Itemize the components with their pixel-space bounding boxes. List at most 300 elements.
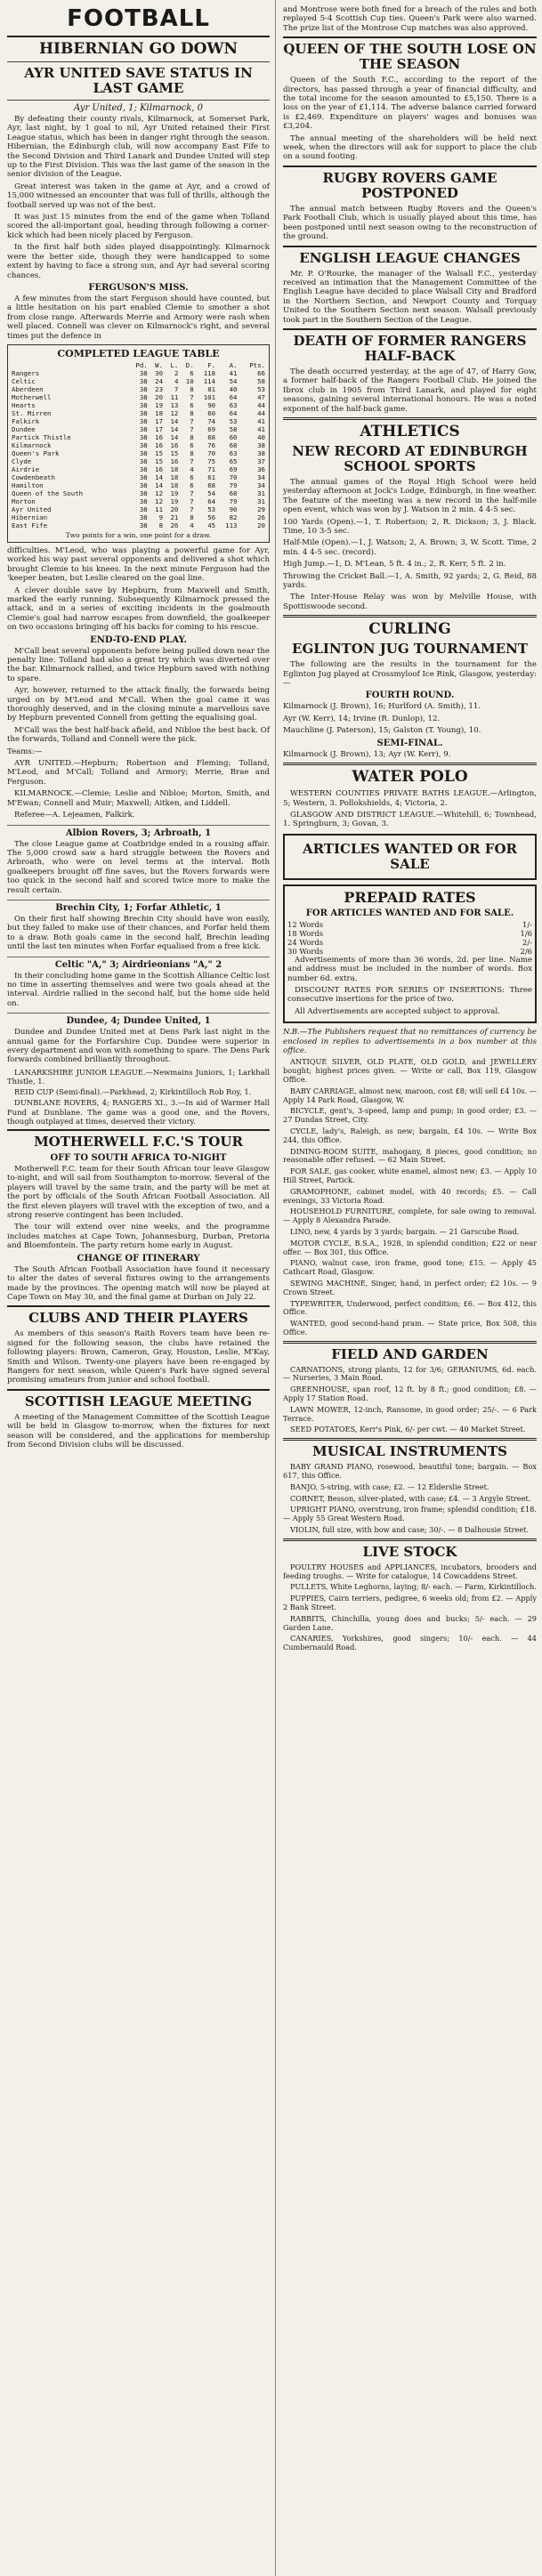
rate-price: 1/- [522, 919, 532, 929]
paragraph: and Montrose were both fined for a breach of the rules and both replayed 5-4 Scottish Cup ties. Queen's Park were also warned. The prize list of the Montrose Cup matches was also approved. [283, 5, 537, 33]
team-name-cell: Airdrie [12, 464, 40, 473]
stat-cell: 53 [207, 505, 216, 513]
table-column-header: Pts. [249, 360, 265, 369]
stat-cell: 7 [190, 424, 194, 433]
table-row [11, 497, 266, 505]
divider [7, 1129, 270, 1131]
stat-cell: 7 [190, 392, 194, 401]
team-name-cell: Falkirk [12, 416, 40, 425]
stat-cell: 44 [257, 408, 265, 417]
stat-cell: 23 [155, 384, 164, 393]
divider [7, 36, 270, 37]
stat-cell: 7 [190, 456, 194, 465]
stat-cell: 6 [190, 400, 194, 409]
stat-cell: 101 [203, 392, 216, 401]
stat-cell: 16 [155, 432, 164, 441]
headline-rugby-rovers: RUGBY ROVERS GAME POSTPONED [322, 169, 498, 201]
table-row [11, 465, 266, 473]
paragraph: The Inter-House Relay was won by Melville House, with Spottiswoode second. [283, 593, 537, 611]
stat-cell: 41 [257, 416, 265, 425]
stat-cell: 14 [155, 480, 164, 489]
stat-cell: 4 [190, 464, 194, 473]
rate-price: 1/6 [520, 928, 532, 938]
classified-ad: UPRIGHT PIANO, overstrung, iron frame; splendid condition; £18. — Apply 55 Great Western Road. [283, 1505, 537, 1523]
stat-cell: 45 [207, 521, 216, 529]
stat-cell: 40 [229, 384, 238, 393]
stat-cell: 8 [190, 432, 194, 441]
stat-cell: 36 [257, 464, 265, 473]
stat-cell: 26 [257, 513, 265, 521]
stat-cell: 38 [139, 440, 148, 449]
stat-cell: 7 [174, 384, 179, 393]
stat-cell: 38 [139, 384, 148, 393]
paragraph: Queen of the South F.C., according to the report of the directors, has passed through a year of financial difficulty, and the total income for the season amounted to £5,150. There is a loss on the year of £1,114. The adverse balance carried forward is £2,469. Expenditure on players' wages and bonuses was £3,204. [283, 76, 537, 132]
stat-cell: 15 [170, 448, 179, 457]
stat-cell: 63 [229, 448, 238, 457]
team-line: KILMARNOCK.—Clemie; Leslie and Nibloe; Morton, Smith, and M'Ewan; Connell and Muir; Maxwell; Aitken, and Liddell. [7, 789, 270, 808]
league-table-box [7, 344, 270, 543]
result-line: High Jump.—1, D. M'Lean, 5 ft. 4 in.; 2, R. Kerr, 5 ft. 2 in. [283, 560, 506, 569]
round-heading: FOURTH ROUND. [365, 690, 455, 701]
classified-ad: GREENHOUSE, span roof, 12 ft. by 8 ft.; good condition; £8. — Apply 17 Station Road. [283, 1385, 537, 1403]
stat-cell: 64 [229, 408, 238, 417]
teams-label: Teams:— [7, 747, 43, 756]
stat-cell: 16 [170, 440, 179, 449]
table-row [11, 449, 266, 457]
table-row [11, 385, 266, 393]
stat-cell: 24 [155, 376, 164, 385]
game-report: On their first half showing Brechin City should have won easily, but they failed to make use of their chances, and Forfar held them to a draw. Both goals came in the second half, Brechin leading until the last ten minutes when Forfar equalised from a free kick. [7, 914, 270, 952]
rate-price: 2/6 [520, 946, 532, 956]
classified-ad: CANARIES, Yorkshires, good singers; 10/- each. — 44 Cumbernauld Road. [283, 1634, 537, 1652]
stat-cell: 54 [229, 376, 238, 385]
classified-ads [283, 1058, 537, 1336]
divider [283, 615, 537, 618]
team-line: AYR UNITED.—Hepburn; Robertson and Fleming; Tolland, M'Leod, and M'Call; Tolland and Armory; Merrie, Brae and Ferguson. [7, 759, 270, 787]
stat-cell: 18 [170, 480, 179, 489]
section-title-athletics: ATHLETICS [360, 422, 460, 440]
nb-note: N.B.—The Publishers request that no remittances of currency be enclosed in replies to advertisements in a box number at this office. [283, 1028, 537, 1055]
stat-cell: 58 [229, 424, 238, 433]
stat-cell: 60 [229, 432, 238, 441]
stat-cell: 17 [155, 416, 164, 425]
classified-ad: SEWING MACHINE, Singer, hand, in perfect order; £2 10s. — 9 Crown Street. [283, 1278, 537, 1296]
headline-league-meeting: SCOTTISH LEAGUE MEETING [24, 1393, 253, 1409]
paragraph: It was just 15 minutes from the end of the game when Tolland scored the all-important goal, heading through following a corner-kick which had been nicely placed by Ferguson. [7, 213, 270, 240]
stat-cell: 44 [257, 400, 265, 409]
stat-cell: 34 [257, 472, 265, 481]
table-column-header: F. [207, 360, 216, 369]
stat-cell: 12 [155, 489, 164, 497]
live-stock-ads [283, 1563, 537, 1652]
stat-cell: 68 [229, 440, 238, 449]
paragraph: The following are the results in the tournament for the Eglinton Jug played at Crossmyloof Ice Rink, Glasgow, yesterday:— [283, 660, 537, 689]
paragraph: The South African Football Association have found it necessary to alter the dates of several fixtures owing to the arrangements made by the provinces. The opening match will now be played at Cape Town on May 30, and the final game at Durban on July 22. [7, 1264, 270, 1302]
team-name-cell: Rangers [12, 368, 40, 377]
classified-ad: POULTRY HOUSES and APPLIANCES, incubators, brooders and feeding troughs. — Write for catalogue, 14 Cowcaddens Street. [283, 1562, 537, 1580]
stat-cell: 58 [257, 376, 265, 385]
table-column-header: Pd. [135, 360, 148, 369]
stat-cell: 4 [174, 376, 179, 385]
table-column-header: W. [155, 360, 164, 369]
field-garden-ads [283, 1366, 537, 1435]
result-line: REID CUP (Semi-final).—Parkhead, 2; Kirkintilloch Rob Roy, 1. [14, 1087, 252, 1097]
stat-cell: 17 [155, 424, 164, 433]
classified-ad: WANTED, good second-hand pram. — State price, Box 508, this Office. [283, 1319, 537, 1336]
stat-cell: 38 [139, 408, 148, 417]
stat-cell: 19 [155, 400, 164, 409]
classified-ad: CORNET, Besson, silver-plated, with case; £4. — 3 Argyle Street. [290, 1493, 531, 1503]
divider [283, 246, 537, 247]
table-row [11, 409, 266, 417]
paragraph: difficulties. M'Leod, who was playing a powerful game for Ayr, worked his way past several opponents and delivered a shot which brought Clemie to his knees. In the next minute Ferguson had the 'keeper beaten, but Leslie cleared on the goal line. [7, 545, 270, 584]
table-row [11, 489, 266, 497]
stat-cell: 47 [257, 392, 265, 401]
stat-cell: 26 [170, 521, 179, 529]
headline-articles-wanted: ARTICLES WANTED OR FOR SALE [303, 840, 517, 872]
rate-line [287, 947, 532, 956]
classified-ad: GRAMOPHONE, cabinet model, with 40 records; £5. — Call evenings, 33 Victoria Road. [283, 1186, 537, 1205]
paragraph: Great interest was taken in the game at Ayr, and a crowd of 15,000 witnessed an encounter that was full of thrills, although the football served up was not of the best. [7, 182, 270, 210]
stat-cell: 38 [139, 376, 148, 385]
result-line: DUNBLANE ROVERS, 4; RANGERS XI., 3.—In aid of Warmer Hall Fund at Dunblane. The game was a good one, and the Rovers, though outplayed at times, deserved their victory. [7, 1098, 270, 1126]
stat-cell: 31 [257, 489, 265, 497]
classified-ad: BANJO, 5-string, with case; £2. — 12 Elderslie Street. [290, 1482, 489, 1491]
stat-cell: 63 [229, 400, 238, 409]
result-line: Kilmarnock (J. Brown), 13; Ayr (W. Kerr), 9. [283, 749, 451, 759]
team-name-cell: East Fife [12, 521, 48, 529]
stat-cell: 54 [207, 489, 216, 497]
stat-cell: 38 [139, 513, 148, 521]
stat-cell: 64 [229, 392, 238, 401]
team-name-cell: St. Mirren [12, 408, 52, 417]
classified-ad: CYCLE, lady's, Raleigh, as new; bargain, £4 10s. — Write Box 244, this Office. [283, 1126, 537, 1144]
stat-cell: 21 [170, 513, 179, 521]
stat-cell: 70 [229, 472, 238, 481]
team-name-cell: Hamilton [12, 480, 44, 489]
table-row [11, 521, 266, 529]
stat-cell: 38 [139, 497, 148, 505]
divider [283, 36, 537, 38]
divider [7, 100, 270, 101]
stat-cell: 8 [190, 408, 194, 417]
table-row [11, 513, 266, 521]
divider [7, 1305, 270, 1307]
stat-cell: 13 [170, 400, 179, 409]
classified-ad: ANTIQUE SILVER, OLD PLATE, OLD GOLD, and JEWELLERY bought; highest prices given. — Write or call, Box 119, Glasgow Office. [283, 1057, 537, 1084]
round-heading: SEMI-FINAL. [376, 738, 443, 748]
stat-cell: 75 [207, 456, 216, 465]
team-name-cell: Queen's Park [12, 448, 60, 457]
rate-words: 12 Words [287, 919, 324, 929]
stat-cell: 68 [207, 432, 216, 441]
team-name-cell: Dundee [12, 424, 36, 433]
paragraph: The annual games of the Royal High School were held yesterday afternoon at Jock's Lodge, Edinburgh, in fine weather. The feature of the meeting was a new record in the half-mile open event, which was won by J. Watson in 2 min. 4 4-5 sec. [283, 477, 537, 515]
stat-cell: 38 [139, 448, 148, 457]
prepaid-rates-subtitle: FOR ARTICLES WANTED AND FOR SALE. [305, 908, 514, 918]
classified-ad: MOTOR CYCLE, B.S.A., 1928, in splendid condition; £22 or near offer. — Box 301, this Office. [283, 1238, 537, 1256]
stat-cell: 18 [155, 408, 164, 417]
stat-cell: 118 [203, 368, 216, 377]
rate-note: DISCOUNT RATES FOR SERIES OF INSERTIONS: Three consecutive insertions for the price of two. [287, 985, 532, 1005]
stat-cell: 6 [190, 440, 194, 449]
league-table [11, 361, 266, 529]
table-header-row [11, 361, 266, 369]
right-column [276, 0, 542, 2576]
stat-cell: 69 [207, 424, 216, 433]
stat-cell: 38 [139, 464, 148, 473]
stat-cell: 38 [139, 424, 148, 433]
paragraph: A few minutes from the start Ferguson should have counted, but a little hesitation on his part enabled Clemie to smother a shot from close range. Afterwards Merrie and Armory were rash when well placed. Connell was clever on Kilmarnock's right, and several times put the defence in [7, 294, 270, 341]
stat-cell: 16 [155, 464, 164, 473]
divider [283, 763, 537, 765]
stat-cell: 38 [139, 392, 148, 401]
team-name-cell: Hearts [12, 400, 36, 409]
headline-live-stock: LIVE STOCK [362, 1543, 457, 1560]
table-row [11, 505, 266, 513]
stat-cell: 68 [207, 480, 216, 489]
stat-cell: 38 [139, 432, 148, 441]
stat-cell: 65 [229, 456, 238, 465]
league-table-note: Two points for a win, one point for a draw. [65, 530, 212, 539]
stat-cell: 113 [225, 521, 238, 529]
stat-cell: 6 [190, 472, 194, 481]
stat-cell: 7 [190, 489, 194, 497]
stat-cell: 29 [257, 505, 265, 513]
subheading: OFF TO SOUTH AFRICA TO-NIGHT [50, 1153, 227, 1164]
stat-cell: 10 [185, 376, 194, 385]
table-row [11, 393, 266, 401]
table-row [11, 377, 266, 385]
stat-cell: 90 [207, 400, 216, 409]
table-row [11, 369, 266, 377]
stat-cell: 16 [170, 456, 179, 465]
stat-cell: 31 [257, 497, 265, 505]
stat-cell: 53 [229, 416, 238, 425]
rates-list [287, 920, 532, 956]
classified-ad: LINO, new, 4 yards by 3 yards; bargain. — 21 Garscube Road. [290, 1226, 520, 1236]
subheading: CHANGE OF ITINERARY [77, 1253, 200, 1264]
classified-ad: PIANO, walnut case, iron frame, good tone; £15. — Apply 45 Cathcart Road, Glasgow. [283, 1258, 537, 1277]
stat-cell: 82 [229, 513, 238, 521]
table-row [11, 417, 266, 425]
stat-cell: 19 [170, 489, 179, 497]
classified-ad: BICYCLE, gent's, 3-speed, lamp and pump; in good order; £3. — 27 Dundas Street, City. [283, 1106, 537, 1125]
stat-cell: 76 [207, 440, 216, 449]
classified-ad: LAWN MOWER, 12-inch, Ransome, in good order; 25/-. — 6 Park Terrace. [283, 1404, 537, 1423]
rate-line [287, 938, 532, 947]
stat-cell: 38 [139, 416, 148, 425]
stat-cell: 69 [229, 464, 238, 473]
stat-cell: 11 [170, 392, 179, 401]
stat-cell: 6 [190, 480, 194, 489]
stat-cell: 38 [139, 368, 148, 377]
paragraph: The annual match between Rugby Rovers and the Queen's Park Football Club, which is usually played about this time, has been postponed until next season owing to the reconstruction of the ground. [283, 204, 537, 242]
table-row [11, 457, 266, 465]
result-line: Half-Mile (Open).—1, J. Watson; 2, A. Brown; 3, W. Scott. Time, 2 min. 4 4-5 sec. (record). [283, 538, 537, 557]
game-heading: Celtic "A," 3; Airdrieonians "A," 2 [7, 957, 270, 970]
divider [283, 1538, 537, 1541]
stat-cell: 41 [257, 424, 265, 433]
team-name-cell: Kilmarnock [12, 440, 52, 449]
stat-cell: 90 [229, 505, 238, 513]
team-name-cell: Partick Thistle [12, 432, 71, 441]
stat-cell: 18 [170, 464, 179, 473]
stat-cell: 19 [170, 497, 179, 505]
divider [7, 61, 270, 62]
stat-cell: 38 [139, 489, 148, 497]
classified-ad: SEED POTATOES, Kerr's Pink, 6/- per cwt. — 40 Market Street. [290, 1425, 526, 1434]
stat-cell: 7 [190, 497, 194, 505]
stat-cell: 64 [207, 497, 216, 505]
paragraph: A meeting of the Management Committee of the Scottish League will be held in Glasgow to-morrow, when the fixtures for next season will be considered, and the applications for membership from Second Division clubs will be discussed. [7, 1412, 270, 1450]
headline-death-rangers: DEATH OF FORMER RANGERS HALF-BACK [293, 332, 527, 364]
table-row [11, 425, 266, 433]
rate-line [287, 920, 532, 929]
classified-ad: CARNATIONS, strong plants, 12 for 3/6; GERANIUMS, 6d. each. — Nurseries, 3 Main Road. [283, 1364, 537, 1383]
team-name-cell: Queen of the South [12, 489, 84, 497]
paragraph: As members of this season's Raith Rovers team have been re-signed for the following season, the clubs have retained the following players: Brown, Cameron, Gray, Houston, Leslie, M'Kay, Smith and Wilson. Twenty-one players have been re-engaged by Rangers for next season, while Queen's Park have signed several promising amateurs from junior and school football. [7, 1329, 270, 1385]
stat-cell: 70 [207, 448, 216, 457]
stat-cell: 53 [257, 384, 265, 393]
stat-cell: 38 [139, 480, 148, 489]
table-row [11, 473, 266, 481]
divider [283, 1438, 537, 1441]
stat-cell: 40 [257, 432, 265, 441]
table-column-header: A. [229, 360, 238, 369]
stat-cell: 71 [207, 464, 216, 473]
articles-wanted-box [283, 834, 537, 880]
game-heading: Albion Rovers, 3; Arbroath, 1 [7, 825, 270, 838]
paragraph: WESTERN COUNTIES PRIVATE BATHS LEAGUE.—Arlington, 5; Western, 3. Pollokshields, 4; Victoria, 2. [283, 789, 537, 808]
classified-ad: TYPEWRITER, Underwood, perfect condition; £6. — Box 412, this Office. [283, 1298, 537, 1317]
rate-words: 24 Words [287, 937, 324, 947]
paragraph: The death occurred yesterday, at the age of 47, of Harry Gow, a former half-back of the Rangers Football Club. He joined the Ibrox club in 1905 from Third Lanark, and played for eight seasons, gaining several international honours. He was a noted exponent of the half-back game. [283, 367, 537, 414]
table-row [11, 441, 266, 449]
headline-queen-of-south: QUEEN OF THE SOUTH LOSE ON THE SEASON [283, 41, 537, 73]
table-column-header: D. [185, 360, 194, 369]
stat-cell: 14 [155, 472, 164, 481]
classified-ad: PUPPIES, Cairn terriers, pedigree, 6 weeks old; from £2. — Apply 2 Bank Street. [283, 1594, 537, 1612]
paragraph: Mr. P. O'Rourke, the manager of the Walsall F.C., yesterday received an intimation that the Management Committee of the English League have decided to place Walsall City and Bradford in the Northern Section, and Newport County and Torquay United to the Southern Section next season. Walsall previously took part in the Southern Section of the League. [283, 269, 537, 325]
team-name-cell: Ayr United [12, 505, 52, 513]
stat-cell: 56 [207, 513, 216, 521]
stat-cell: 8 [190, 384, 194, 393]
game-report: Dundee and Dundee United met at Dens Park last night in the annual game for the Forfarshire Cup. Dundee were superior in every department and won with something to spare. The Dens Park forwards combined brilliantly throughout. [7, 1028, 270, 1065]
referee-line: Referee—A. Lejeamen, Falkirk. [14, 811, 135, 820]
stat-cell: 114 [203, 376, 216, 385]
headline-hibernian: HIBERNIAN GO DOWN [38, 40, 239, 58]
stat-cell: 8 [190, 448, 194, 457]
table-row [11, 481, 266, 489]
stat-cell: 34 [257, 480, 265, 489]
game-report: The close League game at Coatbridge ended in a rousing affair. The 5,000 crowd saw a hard struggle between the Rovers and Arbroath, who were on level terms at the interval. Both goalkeepers brought off fine saves, but the Rovers forwards were too quick in the second half and scored twice more to make the result certain. [7, 839, 270, 895]
result-line: Kilmarnock (J. Brown), 16; Hurlford (A. Smith), 11. [283, 702, 481, 712]
classified-ad: BABY GRAND PIANO, rosewood, beautiful tone; bargain. — Box 617, this Office. [283, 1462, 537, 1481]
paragraph: By defeating their county rivals, Kilmarnock, at Somerset Park, Ayr, last night, by 1 goal to nil, Ayr United retained their First League status, which has been in danger right through the season. Hibernian, the Edinburgh club, will now accompany East Fife to the Second Division and Third Lanark and Dundee United will step up to the First Division. This was the last game of the season in the senior division of the League. [7, 115, 270, 180]
stat-cell: 14 [170, 416, 179, 425]
section-title-football: FOOTBALL [67, 5, 210, 32]
paragraph: Ayr, however, returned to the attack finally, the forwards being urged on by M'Leod and M'Call. When the goal came it was thoroughly deserved, and in the closing minute a marvellous save by Hepburn prevented Connell from getting the equalising goal. [7, 686, 270, 723]
stat-cell: 38 [257, 440, 265, 449]
stat-cell: 30 [155, 368, 164, 377]
result-line: 100 Yards (Open).—1, T. Robertson; 2, R. Dickson; 3, J. Black. Time, 10 3-5 sec. [283, 517, 537, 536]
headline-musical-instruments: MUSICAL INSTRUMENTS [312, 1443, 507, 1460]
stat-cell: 7 [190, 505, 194, 513]
rate-note: Advertisements of more than 36 words, 2d. per line. Name and address must be included in the number of words. Box number 6d. extra. [287, 955, 532, 983]
classified-ad: BABY CARRIAGE, almost new, maroon, cost £8; will sell £4 10s. — Apply 14 Park Road, Glasgow, W. [283, 1086, 537, 1104]
table-column-header: L. [170, 360, 179, 369]
stat-cell: 15 [155, 448, 164, 457]
classified-ad: PULLETS, White Leghorns, laying; 8/- each. — Farm, Kirkintilloch. [290, 1582, 537, 1592]
stat-cell: 12 [170, 408, 179, 417]
divider [7, 1389, 270, 1391]
table-body [11, 369, 266, 529]
headline-eglinton-jug: EGLINTON JUG TOURNAMENT [292, 641, 528, 658]
table-row [11, 433, 266, 441]
table-row [11, 401, 266, 409]
paragraph: The annual meeting of the shareholders will be held next week, when the directors will ask for support to place the club on a sound footing. [283, 133, 537, 162]
rate-price: 2/- [522, 937, 532, 947]
result-line: Throwing the Cricket Ball.—1, A. Smith, 92 yards; 2, G. Reid, 88 yards. [283, 571, 537, 591]
headline-motherwell-tour: MOTHERWELL F.C.'S TOUR [34, 1134, 243, 1151]
headline-new-record: NEW RECORD AT EDINBURGH SCHOOL SPORTS [292, 442, 528, 474]
stat-cell: 20 [170, 505, 179, 513]
stat-cell: 14 [170, 432, 179, 441]
subheading: END-TO-END PLAY. [90, 634, 187, 645]
stat-cell: 61 [207, 472, 216, 481]
divider [283, 328, 537, 330]
stat-cell: 74 [207, 416, 216, 425]
classified-ad: HOUSEHOLD FURNITURE, complete, for sale owing to removal. — Apply 8 Alexandra Parade. [283, 1207, 537, 1225]
paragraph: Motherwell F.C. team for their South African tour leave Glasgow to-night, and will sail from Southampton to-morrow. Several of the players will travel by the same train, and the party will be met at the port by officials of the South African Football Association. All the first eleven players will travel with the exception of two, and a strong reserve contingent has been included. [7, 1165, 270, 1221]
paragraph: The tour will extend over nine weeks, and the programme includes matches at Cape Town, Johannesburg, Durban, Pretoria and Bloemfontein. The party return home early in August. [7, 1223, 270, 1251]
stat-cell: 68 [229, 489, 238, 497]
score-caption: Ayr United, 1; Kilmarnock, 0 [73, 103, 204, 113]
rate-note: All Advertisements are accepted subject to approval. [295, 1006, 500, 1016]
team-name-cell: Clyde [12, 456, 32, 465]
rate-words: 30 Words [287, 946, 324, 956]
team-name-cell: Motherwell [12, 392, 52, 401]
stat-cell: 12 [155, 497, 164, 505]
stat-cell: 15 [155, 456, 164, 465]
stat-cell: 66 [257, 368, 265, 377]
stat-cell: 6 [190, 368, 194, 377]
stat-cell: 38 [257, 448, 265, 457]
section-title-curling: CURLING [368, 620, 451, 639]
paragraph: M'Call was the best half-back afield, and Nibloe the best back. Of the forwards, Tolland and Connell were the pick. [7, 725, 270, 745]
result-line: Mauchline (J. Paterson), 15; Galston (T. Young), 10. [283, 726, 481, 736]
rate-words: 18 Words [287, 928, 324, 938]
headline-clubs-players: CLUBS AND THEIR PLAYERS [28, 1310, 248, 1327]
stat-cell: 38 [139, 505, 148, 513]
stat-cell: 20 [257, 521, 265, 529]
game-heading: Brechin City, 1; Forfar Athletic, 1 [7, 900, 270, 913]
article-body [7, 115, 270, 280]
headline-field-garden: FIELD AND GARDEN [331, 1345, 489, 1362]
classified-ad: RABBITS, Chinchilla, young does and bucks; 5/- each. — 29 Garden Lane. [283, 1613, 537, 1632]
paragraph: A clever double save by Hepburn, from Maxwell and Smith, marked the early running. Subsequently Kilmarnock pressed the attack, and in a series of exciting incidents in the goalmouth Clemie's goal had narrow escapes from downfield, the goalkeeper on two occasions bringing off his backs for coming to his rescue. [7, 585, 270, 633]
stat-cell: 79 [229, 497, 238, 505]
stat-cell: 14 [170, 424, 179, 433]
game-report: In their concluding home game in the Scottish Alliance Celtic lost no time in asserting themselves and were two goals ahead at the interval. Airdrie rallied in the second half, but the home side held on. [7, 971, 270, 1008]
paragraph: M'Call beat several opponents before being pulled down near the penalty line. Tolland had also a great try which was diverted over the bar. Kilmarnock rallied, and twice Hepburn saved with nothing to spare. [7, 646, 270, 683]
team-name-cell: Hibernian [12, 513, 48, 521]
rate-line [287, 929, 532, 938]
classified-ad: DINING-ROOM SUITE, mahogany, 8 pieces, good condition; no reasonable offer refused. — 62 Main Street. [283, 1146, 537, 1165]
paragraph: In the first half both sides played disappointingly. Kilmarnock were the better side, though they were handicapped to some extent by having to face a strong sun, and Ayr had several scoring chances. [7, 243, 270, 280]
prepaid-rates-title: PREPAID RATES [344, 888, 476, 906]
